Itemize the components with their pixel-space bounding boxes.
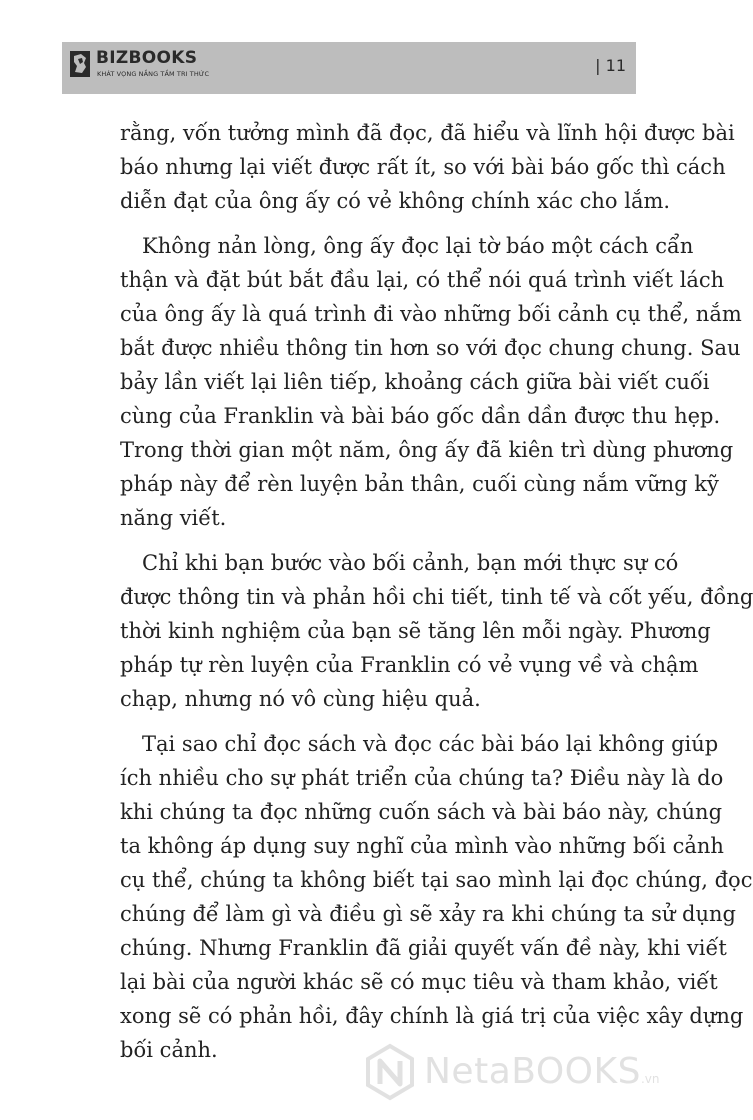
watermark: [360, 1042, 690, 1102]
paragraph: [120, 116, 735, 218]
text-line: chúng. Nhưng Franklin đã giải quyết vấn đề này, khi viết: [120, 936, 727, 960]
page-number: | 11: [595, 56, 626, 75]
text-line: pháp tự rèn luyện của Franklin có vẻ vụng về và chậm: [120, 653, 699, 677]
text-line: của ông ấy là quá trình đi vào những bối cảnh cụ thể, nắm: [120, 302, 742, 326]
text-line: Trong thời gian một năm, ông ấy đã kiên trì dùng phương: [120, 438, 734, 462]
watermark-brand: NetaBOOKS: [424, 1051, 641, 1092]
text-line: báo nhưng lại viết được rất ít, so với bài báo gốc thì cách: [120, 155, 726, 179]
page-body-text: [120, 116, 753, 1078]
paragraph: [120, 546, 753, 716]
text-line: ích nhiều cho sự phát triển của chúng ta? Điều này là do: [120, 766, 724, 790]
text-line: xong sẽ có phản hồi, đây chính là giá trị của việc xây dựng: [120, 1004, 744, 1028]
text-line: diễn đạt của ông ấy có vẻ không chính xác cho lắm.: [120, 189, 671, 213]
text-line: thời kinh nghiệm của bạn sẽ tăng lên mỗi ngày. Phương: [120, 619, 711, 643]
text-line: bảy lần viết lại liên tiếp, khoảng cách giữa bài viết cuối: [120, 370, 710, 394]
text-line: ta không áp dụng suy nghĩ của mình vào những bối cảnh: [120, 834, 724, 858]
text-line: Không nản lòng, ông ấy đọc lại tờ báo một cách cẩn: [142, 234, 694, 258]
netabooks-logo-icon: [364, 1044, 416, 1100]
text-line: được thông tin và phản hồi chi tiết, tinh tế và cốt yếu, đồng: [120, 585, 753, 609]
text-line: cụ thể, chúng ta không biết tại sao mình lại đọc chúng, đọc: [120, 868, 753, 892]
text-line: lại bài của người khác sẽ có mục tiêu và tham khảo, viết: [120, 970, 718, 994]
watermark-text: [424, 1052, 659, 1099]
bizbooks-logo-icon: [70, 51, 90, 77]
paragraph: [120, 229, 742, 535]
text-line: khi chúng ta đọc những cuốn sách và bài báo này, chúng: [120, 800, 723, 824]
text-line: chúng để làm gì và điều gì sẽ xảy ra khi chúng ta sử dụng: [120, 902, 736, 926]
text-line: cùng của Franklin và bài báo gốc dần dần được thu hẹp.: [120, 404, 721, 428]
text-line: rằng, vốn tưởng mình đã đọc, đã hiểu và lĩnh hội được bài: [120, 121, 735, 145]
text-line: pháp này để rèn luyện bản thân, cuối cùng nắm vững kỹ: [120, 472, 719, 496]
brand-tagline: KHÁT VỌNG NẮNG TẦM TRI THỨC: [97, 70, 210, 78]
text-line: năng viết.: [120, 506, 227, 530]
text-line: Chỉ khi bạn bước vào bối cảnh, bạn mới thực sự có: [142, 551, 679, 575]
text-line: bối cảnh.: [120, 1038, 218, 1062]
text-line: thận và đặt bút bắt đầu lại, có thể nói quá trình viết lách: [120, 268, 725, 292]
page-header: [62, 42, 636, 94]
brand-name: BIZBOOKS: [96, 48, 198, 68]
text-line: Tại sao chỉ đọc sách và đọc các bài báo lại không giúp: [142, 732, 719, 756]
watermark-suffix: .vn: [640, 1072, 660, 1086]
paragraph: [120, 727, 753, 1067]
text-line: bắt được nhiều thông tin hơn so với đọc chung chung. Sau: [120, 336, 741, 360]
text-line: chạp, nhưng nó vô cùng hiệu quả.: [120, 687, 481, 711]
